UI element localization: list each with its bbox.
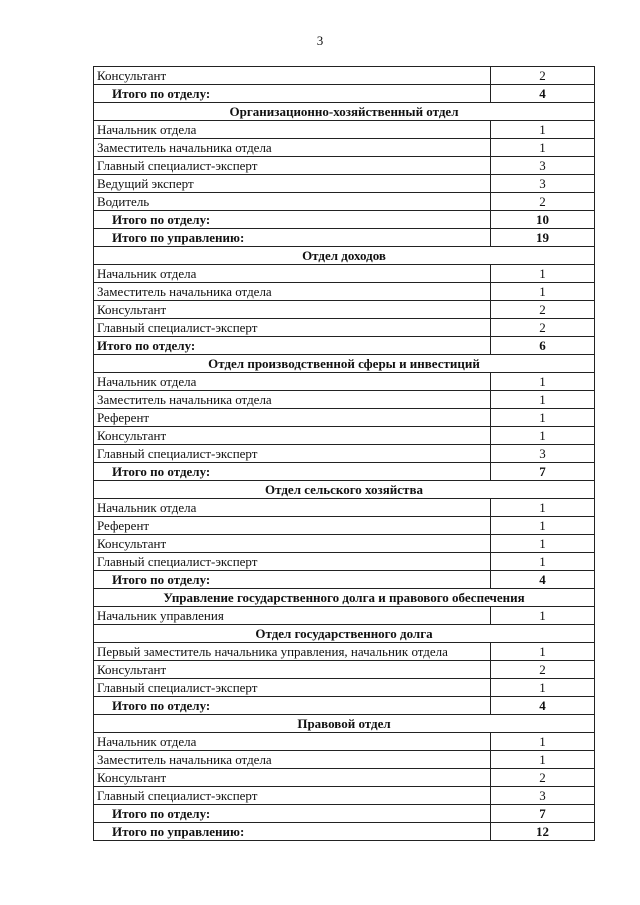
staffing-table xyxy=(93,66,595,841)
total-label: Итого по отделу: xyxy=(94,463,491,481)
department-header-row xyxy=(94,355,595,373)
position-count: 2 xyxy=(491,193,595,211)
position-count: 1 xyxy=(491,517,595,535)
total-row xyxy=(94,337,595,355)
position-row xyxy=(94,535,595,553)
position-name: Начальник управления xyxy=(94,607,491,625)
position-row xyxy=(94,751,595,769)
position-name: Консультант xyxy=(94,67,491,85)
total-count: 19 xyxy=(491,229,595,247)
total-count: 4 xyxy=(491,85,595,103)
position-count: 1 xyxy=(491,499,595,517)
position-name: Заместитель начальника отдела xyxy=(94,751,491,769)
position-name: Начальник отдела xyxy=(94,121,491,139)
department-header-row xyxy=(94,625,595,643)
position-count: 2 xyxy=(491,67,595,85)
position-row xyxy=(94,769,595,787)
total-count: 12 xyxy=(491,823,595,841)
position-name: Первый заместитель начальника управления, начальник отдела xyxy=(94,643,491,661)
department-name: Отдел государственного долга xyxy=(94,625,595,643)
position-name: Референт xyxy=(94,409,491,427)
total-label: Итого по отделу: xyxy=(94,211,491,229)
position-name: Заместитель начальника отдела xyxy=(94,391,491,409)
department-name: Отдел производственной сферы и инвестиций xyxy=(94,355,595,373)
position-row xyxy=(94,445,595,463)
position-name: Консультант xyxy=(94,535,491,553)
total-row xyxy=(94,805,595,823)
total-row xyxy=(94,823,595,841)
department-header-row xyxy=(94,247,595,265)
department-header-row xyxy=(94,589,595,607)
position-name: Главный специалист-эксперт xyxy=(94,553,491,571)
total-row xyxy=(94,571,595,589)
position-count: 2 xyxy=(491,319,595,337)
position-row xyxy=(94,409,595,427)
total-row xyxy=(94,463,595,481)
position-row xyxy=(94,193,595,211)
position-row xyxy=(94,157,595,175)
total-label: Итого по отделу: xyxy=(94,805,491,823)
position-row xyxy=(94,499,595,517)
position-count: 3 xyxy=(491,157,595,175)
position-row xyxy=(94,67,595,85)
position-name: Консультант xyxy=(94,301,491,319)
position-row xyxy=(94,301,595,319)
position-count: 3 xyxy=(491,445,595,463)
position-count: 1 xyxy=(491,391,595,409)
position-name: Консультант xyxy=(94,769,491,787)
position-row xyxy=(94,373,595,391)
position-count: 1 xyxy=(491,607,595,625)
position-count: 1 xyxy=(491,733,595,751)
total-count: 7 xyxy=(491,463,595,481)
position-name: Референт xyxy=(94,517,491,535)
position-count: 1 xyxy=(491,553,595,571)
total-count: 4 xyxy=(491,697,595,715)
position-row xyxy=(94,607,595,625)
position-count: 1 xyxy=(491,283,595,301)
position-name: Заместитель начальника отдела xyxy=(94,283,491,301)
position-row xyxy=(94,679,595,697)
position-count: 1 xyxy=(491,535,595,553)
staffing-table-body xyxy=(94,67,595,841)
position-name: Главный специалист-эксперт xyxy=(94,679,491,697)
position-row xyxy=(94,265,595,283)
position-row xyxy=(94,517,595,535)
total-label: Итого по отделу: xyxy=(94,571,491,589)
department-header-row xyxy=(94,715,595,733)
department-header-row xyxy=(94,481,595,499)
position-name: Главный специалист-эксперт xyxy=(94,787,491,805)
page-number: 3 xyxy=(316,33,324,48)
department-name: Организационно-хозяйственный отдел xyxy=(94,103,595,121)
position-count: 2 xyxy=(491,769,595,787)
total-label: Итого по управлению: xyxy=(94,229,491,247)
total-row xyxy=(94,211,595,229)
total-label: Итого по отделу: xyxy=(94,337,491,355)
position-count: 1 xyxy=(491,409,595,427)
total-label: Итого по отделу: xyxy=(94,697,491,715)
position-count: 1 xyxy=(491,139,595,157)
position-count: 3 xyxy=(491,787,595,805)
department-name: Правовой отдел xyxy=(94,715,595,733)
position-row xyxy=(94,319,595,337)
total-row xyxy=(94,697,595,715)
position-row xyxy=(94,283,595,301)
position-row xyxy=(94,733,595,751)
position-row xyxy=(94,553,595,571)
position-name: Главный специалист-эксперт xyxy=(94,319,491,337)
position-row xyxy=(94,427,595,445)
position-name: Консультант xyxy=(94,427,491,445)
position-name: Начальник отдела xyxy=(94,733,491,751)
total-count: 6 xyxy=(491,337,595,355)
position-count: 1 xyxy=(491,679,595,697)
position-row xyxy=(94,139,595,157)
position-row xyxy=(94,175,595,193)
department-name: Отдел сельского хозяйства xyxy=(94,481,595,499)
position-count: 1 xyxy=(491,427,595,445)
total-count: 10 xyxy=(491,211,595,229)
department-name: Управление государственного долга и правового обеспечения xyxy=(94,589,595,607)
position-name: Главный специалист-эксперт xyxy=(94,445,491,463)
position-name: Заместитель начальника отдела xyxy=(94,139,491,157)
position-count: 1 xyxy=(491,643,595,661)
position-count: 2 xyxy=(491,301,595,319)
total-row xyxy=(94,229,595,247)
position-name: Начальник отдела xyxy=(94,499,491,517)
position-row xyxy=(94,121,595,139)
position-row xyxy=(94,643,595,661)
position-count: 1 xyxy=(491,121,595,139)
department-name: Отдел доходов xyxy=(94,247,595,265)
position-row xyxy=(94,391,595,409)
position-count: 2 xyxy=(491,661,595,679)
total-count: 4 xyxy=(491,571,595,589)
total-label: Итого по отделу: xyxy=(94,85,491,103)
position-name: Водитель xyxy=(94,193,491,211)
position-name: Главный специалист-эксперт xyxy=(94,157,491,175)
total-row xyxy=(94,85,595,103)
total-label: Итого по управлению: xyxy=(94,823,491,841)
position-name: Консультант xyxy=(94,661,491,679)
position-name: Начальник отдела xyxy=(94,373,491,391)
position-name: Начальник отдела xyxy=(94,265,491,283)
position-count: 3 xyxy=(491,175,595,193)
position-count: 1 xyxy=(491,265,595,283)
total-count: 7 xyxy=(491,805,595,823)
position-count: 1 xyxy=(491,751,595,769)
position-name: Ведущий эксперт xyxy=(94,175,491,193)
position-count: 1 xyxy=(491,373,595,391)
department-header-row xyxy=(94,103,595,121)
position-row xyxy=(94,787,595,805)
position-row xyxy=(94,661,595,679)
